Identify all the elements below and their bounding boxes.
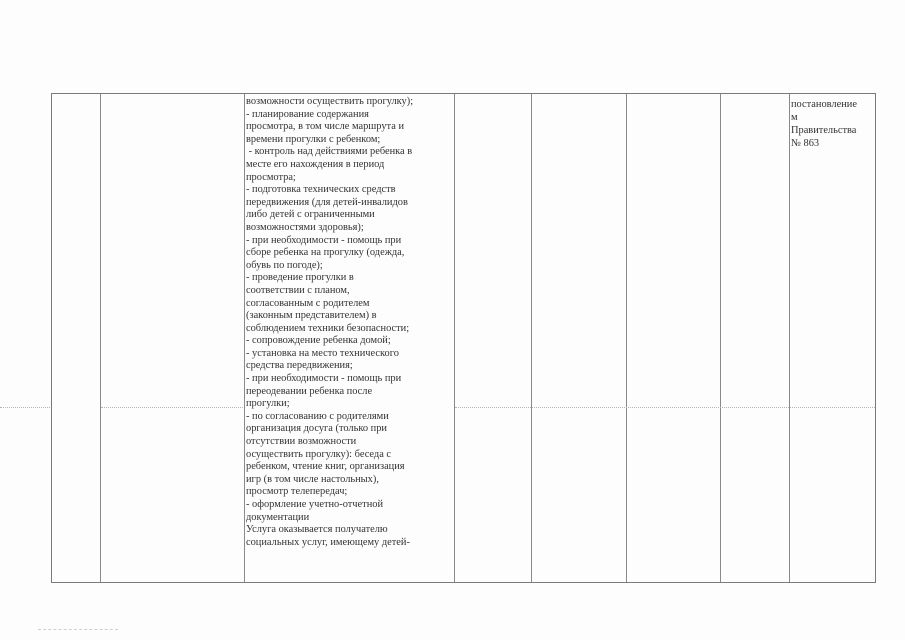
column-divider bbox=[789, 94, 790, 582]
column-divider bbox=[626, 94, 627, 582]
column-divider bbox=[100, 94, 101, 582]
fold-line bbox=[0, 407, 50, 408]
column-divider bbox=[454, 94, 455, 582]
service-description-cell: возможности осуществить прогулку); - планирование содержания просмотра, в том числе маршрута и времени прогулки с ребенком; - контроль над действиями ребенка в месте его нахождения в период просмотра; - подготовка технических средств передвижения (для детей-инвалидов либо детей с ограниченными возможностями здоровья); - при необходимости - помощь при сборе ребенка на прогулку (одежда, обувь по погоде); - проведение прогулки в соответствии с планом, согласованным с родителем (законным представителем) в соблюдением техники безопасности; - сопровождение ребенка домой; - установка на место технического средства передвижения; - при необходимости - помощь при переодевании ребенка после прогулки; - по согласованию с родителями организация досуга (только при отсутствии возможности осуществить прогулку): беседа с ребенком, чтение книг, организация игр (в том числе настольных), просмотр телепередач; - оформление учетно-отчетной документации Услуга оказывается получателю социальных услуг, имеющему детей- bbox=[246, 96, 414, 548]
column-divider bbox=[244, 94, 245, 582]
column-divider bbox=[531, 94, 532, 582]
column-divider bbox=[720, 94, 721, 582]
fold-line bbox=[455, 407, 875, 408]
fold-line bbox=[101, 407, 243, 408]
services-table bbox=[51, 93, 876, 583]
scan-artifact bbox=[38, 629, 118, 634]
legal-basis-cell: постановление м Правительства № 863 bbox=[791, 99, 857, 149]
